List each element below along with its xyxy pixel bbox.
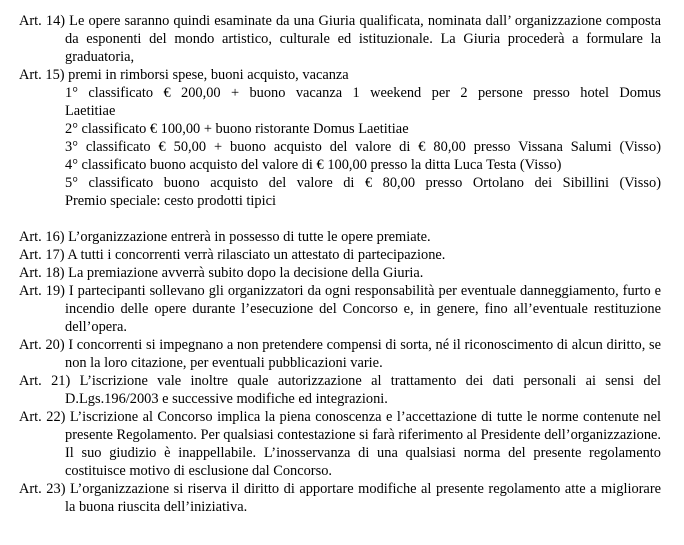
paragraph-gap	[19, 210, 661, 228]
article-15: Art. 15) premi in rimborsi spese, buoni acquisto, vacanza	[19, 67, 349, 83]
article-22: Art. 22) L’iscrizione al Concorso implica la piena conoscenza e l’accettazione di tutte le norme contenute nel presente Regolamento. Per qualsiasi contestazione si farà riferimento al Presidente dell’organizzazione. Il suo giudizio è inappellabile. L’inosservanza di una qualsiasi norma del presente regolamento costituisce motivo di esclusione dal Concorso.	[19, 409, 661, 479]
article-18: Art. 18) La premiazione avverrà subito dopo la decisione della Giuria.	[19, 265, 424, 281]
regulation-document	[19, 12, 661, 516]
article-20: Art. 20) I concorrenti si impegnano a non pretendere compensi di sorta, né il riconoscimento di alcun diritto, se non la loro citazione, per eventuali pubblicazioni varie.	[19, 337, 661, 371]
prize-first-line1: 1° classificato € 200,00 + buono vacanza 1 weekend per 2 persone presso hotel Domus	[65, 85, 661, 101]
article-16: Art. 16) L’organizzazione entrerà in possesso di tutte le opere premiate.	[19, 229, 431, 245]
article-14: Art. 14) Le opere saranno quindi esaminate da una Giuria qualificata, nominata dall’ organizzazione composta da esponenti del mondo artistico, culturale ed istituzionale. La Giuria procederà a formulare la graduatoria,	[19, 13, 661, 65]
prize-fourth: 4° classificato buono acquisto del valore di € 100,00 presso la ditta Luca Testa (Visso)	[65, 157, 562, 173]
article-17: Art. 17) A tutti i concorrenti verrà rilasciato un attestato di partecipazione.	[19, 247, 446, 263]
prize-second: 2° classificato € 100,00 + buono ristorante Domus Laetitiae	[65, 121, 409, 137]
prize-first-line2: Laetitiae	[65, 103, 116, 119]
prize-third: 3° classificato € 50,00 + buono acquisto del valore di € 80,00 presso Vissana Salumi (Visso)	[65, 139, 661, 155]
article-21: Art. 21) L’iscrizione vale inoltre quale autorizzazione al trattamento dei dati personali ai sensi del D.Lgs.196/2003 e successive modifiche ed integrazioni.	[19, 373, 661, 407]
prize-special: Premio speciale: cesto prodotti tipici	[65, 193, 277, 209]
prize-list	[19, 84, 661, 210]
prize-fifth: 5° classificato buono acquisto del valore di € 80,00 presso Ortolano dei Sibillini (Visso)	[65, 175, 661, 191]
article-23: Art. 23) L’organizzazione si riserva il diritto di apportare modifiche al presente regolamento atte a migliorare la buona riuscita dell’iniziativa.	[19, 481, 661, 515]
article-19: Art. 19) I partecipanti sollevano gli organizzatori da ogni responsabilità per eventuale danneggiamento, furto e incendio delle opere durante l’esecuzione del Concorso e, in genere, fino all’eventuale restituzione dell’opera.	[19, 283, 661, 335]
